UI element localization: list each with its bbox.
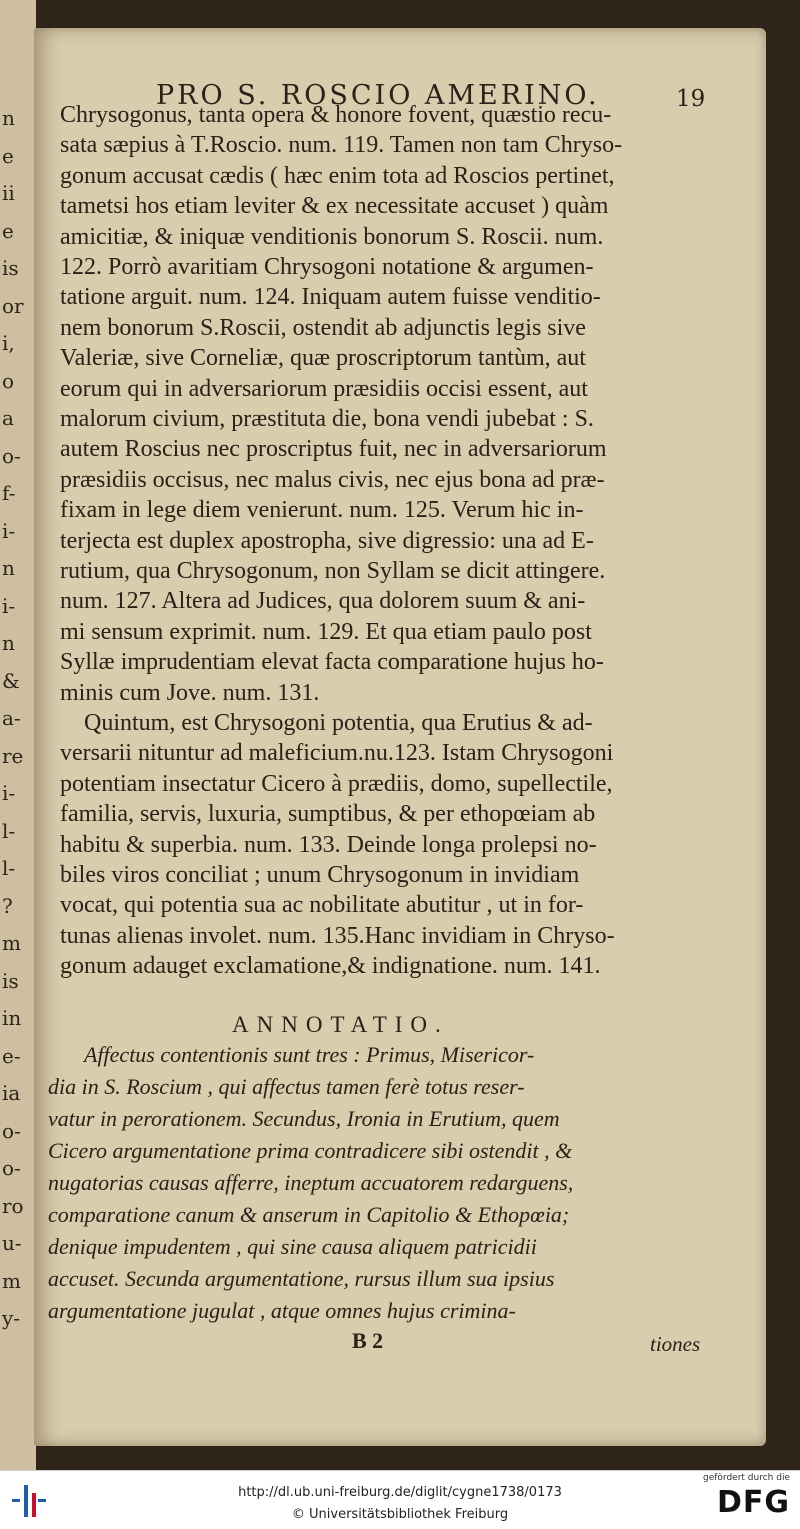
facing-page-char: ?: [2, 893, 13, 918]
facing-page-char: ii: [2, 181, 15, 205]
annotation-line: Cicero argumentatione prima contradicere sibi ostendit , &: [48, 1138, 573, 1163]
facing-page-char: l-: [2, 856, 16, 880]
facing-page-char: a-: [2, 706, 21, 730]
text-line: vocat, qui potentia sua ac nobilitate abutitur , ut in for-: [60, 892, 584, 919]
facing-page-char: i-: [2, 593, 16, 618]
text-line: rutium, qua Chrysogonum, non Syllam se dicit attingere.: [60, 558, 606, 584]
facing-page-char: or: [2, 293, 24, 318]
footer-bar: [0, 1470, 800, 1529]
text-line: habitu & superbia. num. 133. Deinde longa prolepsi no-: [60, 831, 597, 858]
text-line: minis cum Jove. num. 131.: [60, 679, 320, 706]
text-line: familia, servis, luxuria, sumptibus, & per ethopœiam ab: [60, 801, 596, 828]
text-line: Valeriæ, sive Corneliæ, quæ proscriptorum tantùm, aut: [60, 345, 586, 372]
signature-mark: B 2: [352, 1328, 384, 1353]
text-line: amicitiæ, & iniquæ venditionis bonorum S. Roscii. num.: [60, 223, 604, 250]
annotation-line: argumentatione jugulat , atque omnes hujus crimina-: [48, 1298, 516, 1323]
facing-page-char: n: [2, 106, 15, 130]
facing-page-char: &: [2, 668, 20, 693]
permalink-url[interactable]: http://dl.ub.uni-freiburg.de/diglit/cygne1738/0173: [238, 1485, 562, 1500]
text-line: eorum qui in adversariorum præsidiis occisi essent, aut: [60, 375, 588, 402]
facing-page-char: i-: [2, 518, 16, 543]
annotation-line: accuset. Secunda argumentatione, rursus illum sua ipsius: [48, 1266, 555, 1291]
funded-by-text: gefördert durch die: [703, 1473, 790, 1483]
facing-page-char: y-: [2, 1306, 21, 1330]
annotation-line: Affectus contentionis sunt tres : Primus, Misericor-: [84, 1042, 535, 1067]
facing-page-char: l-: [2, 818, 16, 843]
facing-page-char: e-: [2, 1043, 21, 1068]
text-line: tametsi hos etiam leviter & ex necessitate accuset ) quàm: [60, 193, 609, 220]
facing-page-char: u-: [2, 1231, 22, 1255]
annotation-line: comparatione canum & anserum in Capitolio & Ethopœia;: [48, 1202, 570, 1227]
facing-page-char: ia: [2, 1081, 21, 1105]
facing-page-char: o-: [2, 1118, 21, 1143]
facing-page-char: n: [2, 556, 15, 580]
text-line: versarii nituntur ad maleficium.nu.123. Istam Chrysogoni: [60, 740, 614, 767]
facing-page-char: is: [2, 968, 19, 993]
facing-page-edge: [0, 0, 36, 1470]
facing-page-char: o-: [2, 443, 21, 468]
catchword: tiones: [650, 1332, 701, 1356]
facing-page-char: in: [2, 1006, 22, 1030]
page-number: 19: [676, 86, 706, 112]
text-line: gonum adauget exclamatione,& indignatione. num. 141.: [60, 953, 601, 980]
facing-page-char: is: [2, 256, 19, 280]
facing-page-char: ro: [2, 1193, 24, 1218]
facing-page-char: e: [2, 143, 14, 168]
text-line: Quintum, est Chrysogoni potentia, qua Erutius & ad-: [84, 710, 593, 736]
facing-page-char: re: [2, 743, 24, 768]
annotation-line: nugatorias causas afferre, ineptum accuatorem redarguens,: [48, 1170, 574, 1195]
text-line: Syllæ imprudentiam elevat facta comparatione hujus ho-: [60, 649, 604, 676]
text-line: terjecta est duplex apostropha, sive digressio: una ad E-: [60, 527, 594, 554]
facing-page-char: e: [2, 218, 14, 243]
copyright-text: © Universitätsbibliothek Freiburg: [291, 1507, 509, 1522]
text-line: tunas alienas involet. num. 135.Hanc invidiam in Chryso-: [60, 922, 615, 949]
text-line: nem bonorum S.Roscii, ostendit ab adjunctis legis sive: [60, 314, 586, 341]
section-heading: ANNOTATIO.: [232, 1012, 449, 1037]
facing-page-char: o-: [2, 1156, 21, 1180]
text-line: potentiam insectatur Cicero à prædiis, domo, supellectile,: [60, 770, 613, 797]
facing-page-char: i,: [2, 331, 15, 355]
text-line: præsidiis occisus, nec malus civis, nec ejus bona ad præ-: [60, 466, 605, 493]
facing-page-char: a: [2, 406, 14, 430]
text-line: num. 127. Altera ad Judices, qua dolorem suum & ani-: [60, 588, 586, 615]
facing-page-char: o: [2, 368, 15, 393]
text-line: Chrysogonus, tanta opera & honore fovent, quæstio recu-: [60, 102, 612, 128]
text-line: tatione arguit. num. 124. Iniquam autem fuisse venditio-: [60, 284, 601, 311]
dfg-logo: DFG: [716, 1485, 790, 1520]
text-line: gonum accusat cædis ( hæc enim tota ad Roscios pertinet,: [60, 162, 615, 189]
text-line: 122. Porrò avaritiam Chrysogoni notatione & argumen-: [60, 254, 594, 280]
text-line: autem Roscius nec proscriptus fuit, nec in adversariorum: [60, 436, 607, 463]
annotation-line: vatur in perorationem. Secundus, Ironia in Erutium, quem: [48, 1106, 560, 1131]
text-line: biles viros conciliat ; unum Chrysogonum in invidiam: [60, 862, 580, 888]
text-line: fixam in lege diem venierunt. num. 125. Verum hic in-: [60, 497, 584, 524]
annotation-line: denique impudentem , qui sine causa aliquem patricidii: [48, 1234, 537, 1259]
annotation-line: dia in S. Roscium , qui affectus tamen ferè totus reser-: [48, 1074, 525, 1099]
text-line: mi sensum exprimit. num. 129. Et qua etiam paulo post: [60, 618, 592, 645]
facing-page-char: m: [2, 931, 21, 955]
text-line: malorum civium, præstituta die, bona vendi jubebat : S.: [60, 406, 594, 432]
text-line: sata sæpius à T.Roscio. num. 119. Tamen non tam Chryso-: [60, 132, 623, 159]
facing-page-char: n: [2, 631, 15, 655]
facing-page-char: f-: [2, 481, 16, 505]
running-head: PRO S. ROSCIO AMERINO.: [156, 80, 600, 111]
facing-page-char: m: [2, 1268, 21, 1293]
facing-page-char: i-: [2, 781, 16, 805]
